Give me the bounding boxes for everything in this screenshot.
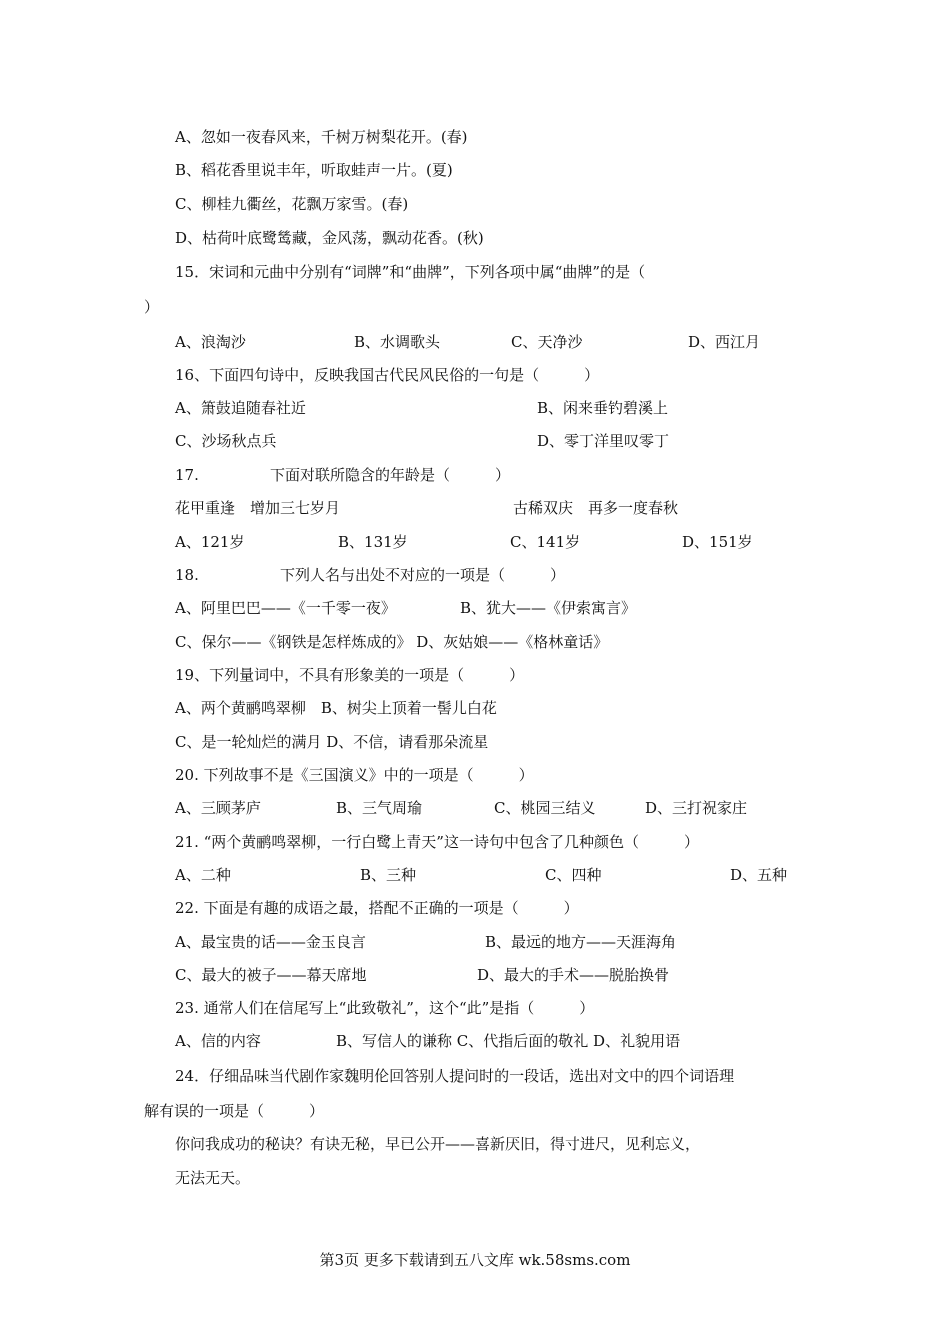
q18-number: 18.	[175, 566, 199, 584]
q22-option-a: A、最宝贵的话——金玉良言	[175, 933, 366, 951]
q24-passage-line-2: 无法无天。	[175, 1169, 251, 1187]
q20-option-c: C、桃园三结义	[494, 799, 596, 817]
q19-stem: 19、下列量词中，不具有形象美的一项是（ ）	[175, 666, 525, 684]
q16-option-c: C、沙场秋点兵	[175, 432, 277, 450]
q17-number: 17.	[175, 466, 199, 484]
q15-option-b: B、水调歌头	[354, 333, 441, 351]
q16-stem: 16、下面四句诗中，反映我国古代民风民俗的一句是（ ）	[175, 366, 600, 384]
page-footer: 第3页 更多下载请到五八文库 wk.58sms.com	[319, 1251, 631, 1269]
q22-option-b: B、最远的地方——天涯海角	[485, 933, 677, 951]
q21-option-d: D、五种	[730, 866, 788, 884]
q20-stem: 20. 下列故事不是《三国演义》中的一项是（ ）	[175, 766, 534, 784]
q18-stem: 下列人名与出处不对应的一项是（ ）	[280, 566, 566, 584]
q23-options-bcd: B、写信人的谦称 C、代指后面的敬礼 D、礼貌用语	[336, 1032, 681, 1050]
q24-passage-line-1: 你问我成功的秘诀？有诀无秘，早已公开——喜新厌旧，得寸进尺，见利忘义，	[175, 1135, 701, 1153]
q21-stem: 21. “两个黄鹂鸣翠柳，一行白鹭上青天”这一诗句中包含了几种颜色（ ）	[175, 833, 699, 851]
q23-stem: 23. 通常人们在信尾写上“此致敬礼”，这个“此”是指（ ）	[175, 999, 595, 1017]
q16-option-d: D、零丁洋里叹零丁	[537, 432, 670, 450]
q15-option-c: C、天净沙	[511, 333, 583, 351]
q15-stem: 15．宋词和元曲中分别有“词牌”和“曲牌”，下列各项中属“曲牌”的是（	[175, 263, 646, 281]
q18-option-b: B、犹大——《伊索寓言》	[460, 599, 637, 617]
q14-option-c: C、柳桂九衢丝，花飘万家雪。(春)	[175, 195, 409, 213]
q18-options-cd: C、保尔——《钢铁是怎样炼成的》 D、灰姑娘——《格林童话》	[175, 633, 609, 651]
q17-option-d: D、151岁	[682, 533, 753, 551]
q14-option-d: D、枯荷叶底鹭鸶藏，金风荡，飘动花香。(秋)	[175, 229, 484, 247]
q18-option-a: A、阿里巴巴——《一千零一夜》	[175, 599, 396, 617]
q19-options-ab: A、两个黄鹂鸣翠柳 B、树尖上顶着一髻儿白花	[175, 699, 497, 717]
q22-stem: 22. 下面是有趣的成语之最，搭配不正确的一项是（ ）	[175, 899, 579, 917]
q24-stem-cont: 解有误的一项是（ ）	[144, 1102, 325, 1120]
q17-stem: 下面对联所隐含的年龄是（ ）	[270, 466, 511, 484]
q16-option-a: A、箫鼓追随春社近	[175, 399, 306, 417]
q14-option-b: B、稻花香里说丰年，听取蛙声一片。(夏)	[175, 161, 453, 179]
q17-couplet-left: 花甲重逢 增加三七岁月	[175, 499, 341, 517]
q17-option-c: C、141岁	[510, 533, 581, 551]
q17-couplet-right: 古稀双庆 再多一度春秋	[513, 499, 679, 517]
q21-option-a: A、二种	[175, 866, 231, 884]
q16-option-b: B、闲来垂钓碧溪上	[537, 399, 669, 417]
q21-option-c: C、四种	[545, 866, 602, 884]
q20-option-b: B、三气周瑜	[336, 799, 423, 817]
q14-option-a: A、忽如一夜春风来，千树万树梨花开。(春)	[175, 128, 468, 146]
q15-stem-end: ）	[144, 298, 160, 316]
q23-option-a: A、信的内容	[175, 1032, 261, 1050]
q15-option-d: D、西江月	[688, 333, 761, 351]
q17-option-b: B、131岁	[338, 533, 408, 551]
q19-options-cd: C、是一轮灿烂的满月 D、不信，请看那朵流星	[175, 733, 489, 751]
q22-option-c: C、最大的被子——幕天席地	[175, 966, 367, 984]
q17-option-a: A、121岁	[175, 533, 245, 551]
q15-option-a: A、浪淘沙	[175, 333, 246, 351]
q21-option-b: B、三种	[360, 866, 417, 884]
q20-option-a: A、三顾茅庐	[175, 799, 261, 817]
q20-option-d: D、三打祝家庄	[645, 799, 748, 817]
q24-stem: 24．仔细品味当代剧作家魏明伦回答别人提问时的一段话，选出对文中的四个词语理	[175, 1067, 735, 1085]
q22-option-d: D、最大的手术——脱胎换骨	[477, 966, 670, 984]
